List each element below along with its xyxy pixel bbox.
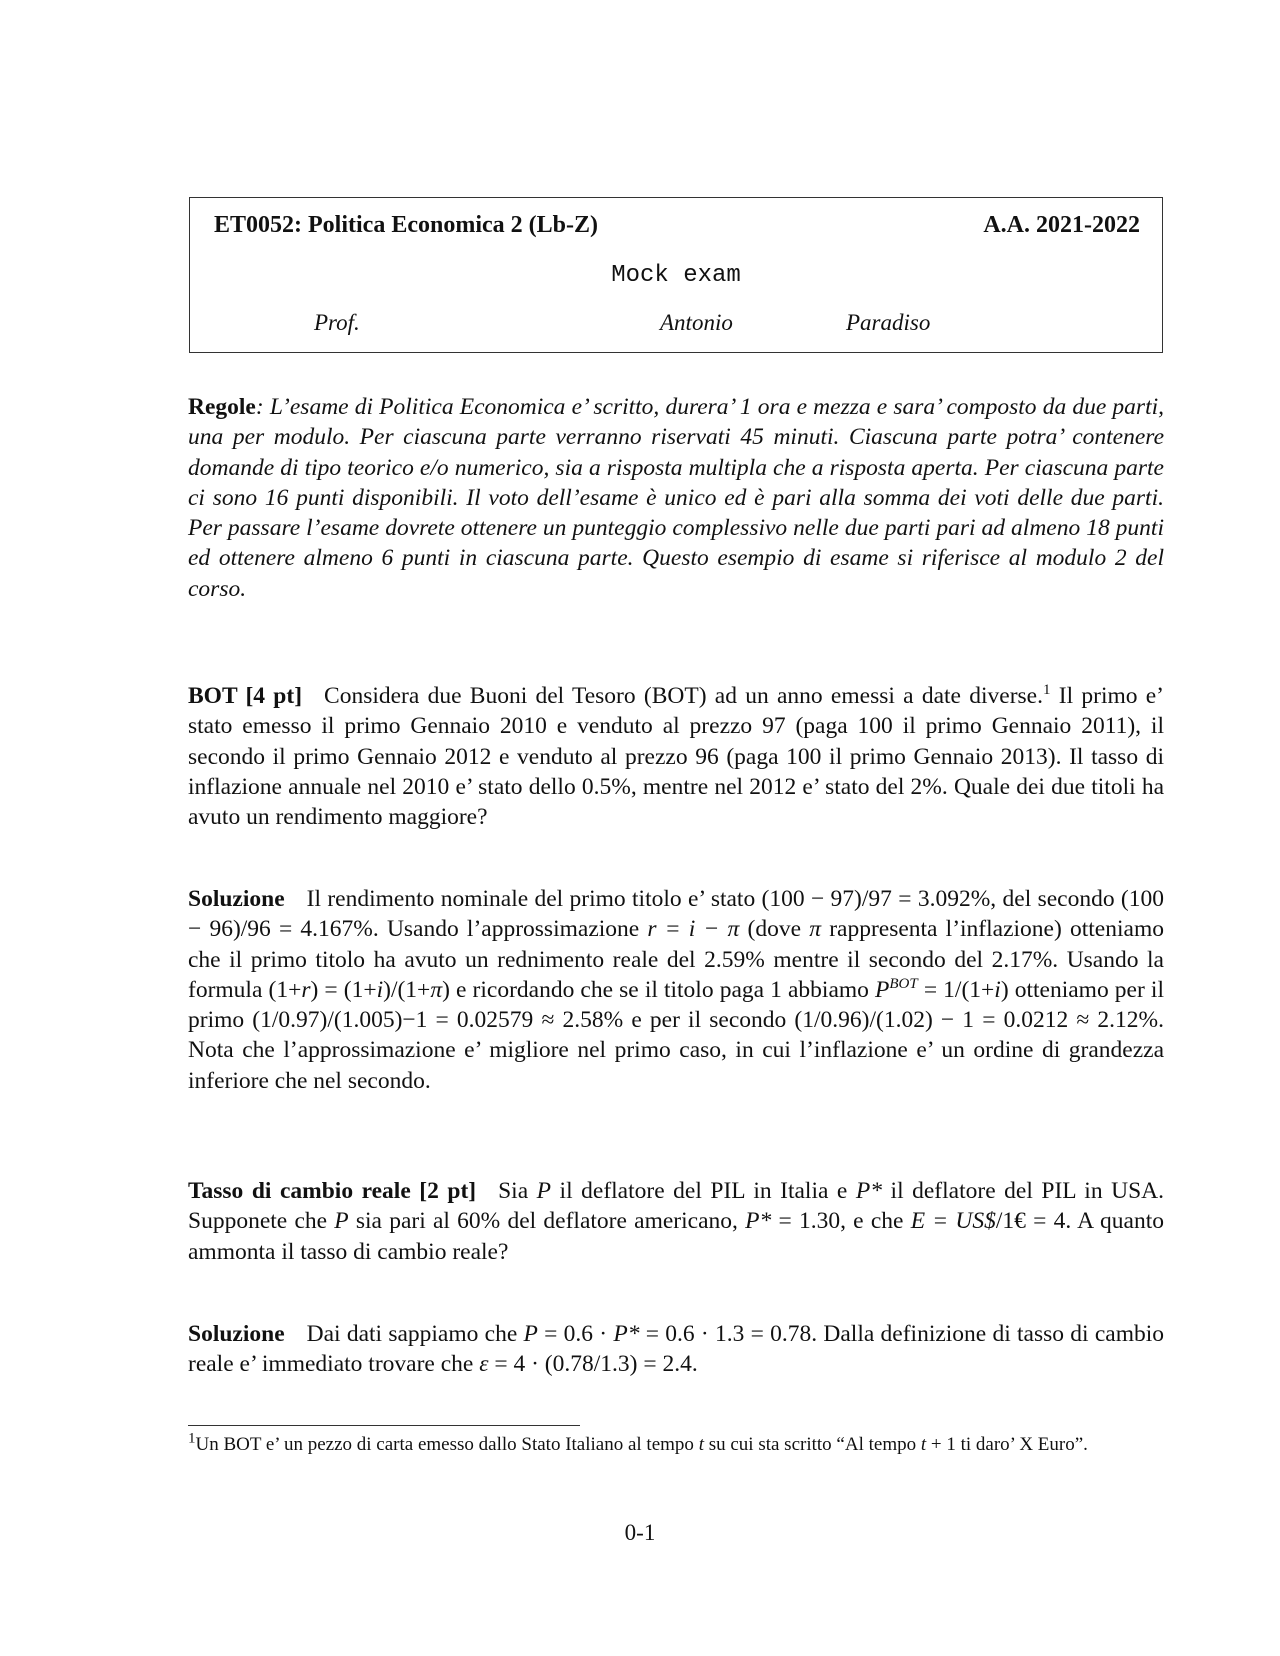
question-bot-text-continued: Il primo e’ stato emesso il primo Gennaio 2010 e venduto al prezzo 97 (paga 100 il primo Gennaio 2011), il secondo il primo Gennaio 2012 e venduto al prezzo 96 (paga 100 il primo Gennaio 2013). Il tasso di inflazione annuale nel 2010 e’ stato dello 0.5%, mentre nel 2012 e’ stato del 2%. Quale dei due titoli ha avuto un rendimento maggiore? [188, 683, 1165, 831]
solution-text: = 4 · (0.78/1.3) = 2.4. [488, 1351, 698, 1378]
math-expression: P [536, 1178, 552, 1204]
math-expression: r = i − π [647, 916, 740, 943]
question-text: il deflatore del PIL in Italia e [551, 1178, 856, 1204]
math-expression: t [920, 1434, 927, 1455]
question-real-exchange-rate [188, 1176, 1164, 1267]
question-text: /1€ = 4. A quanto ammonta il tasso di cambio reale? [188, 1208, 1165, 1265]
solution-text: (dove [739, 916, 810, 943]
math-expression: ε [479, 1351, 489, 1378]
question-bot [188, 681, 1164, 832]
rules-text: : L’esame di Politica Economica e’ scritto, durera’ 1 ora e mezza e sara’ composto da due parti, una per modulo. Per ciascuna parte verranno riservati 45 minuti. Ciascuna parte potra’ contenere domande di tipo teorico e/o numerico, sia a risposta multipla che a risposta aperta. Per ciascuna parte ci sono 16 punti disponibili. Il voto dell’esame è unico ed è pari alla somma dei voti delle due parti. Per passare l’esame dovrete ottenere un punteggio complessivo nelle due parti pari ad almeno 18 punti ed ottenere almeno 6 punti in ciascuna parte. Questo esempio di esame si riferisce al modulo 2 del corso. [188, 394, 1164, 602]
solution-text: ) = (1+ [310, 976, 377, 1003]
math-expression: P [334, 1208, 349, 1235]
solution-bot-title: Soluzione [188, 886, 285, 912]
footnote-reference: 1 [1042, 682, 1051, 699]
solution-text: = 0.6 · 1.3 = 0.78. Dalla definizione di tasso di cambio reale e’ immediato trovare che [188, 1321, 1164, 1378]
math-expression: E = US$ [910, 1208, 996, 1235]
math-expression: t [698, 1434, 704, 1455]
solution-text: ) otteniamo per il primo (1/0.97)/(1.005)−1 = 0.02579 ≈ 2.58% e per il secondo (1/0.96)/(1.02) − 1 = 0.0212 ≈ 2.12%. Nota che l’approssimazione e’ migliore nel primo caso, in cui l’inflazione e’ un ordine di grandezza inferiore che nel secondo. [188, 976, 1164, 1094]
math-expression: π [430, 976, 443, 1003]
footnote-divider [188, 1425, 580, 1426]
math-superscript: BOT [889, 976, 918, 993]
question-text: sia pari al 60% del deflatore americano, [348, 1208, 746, 1235]
solution-text: rappresenta l’inflazione) otteniamo che il primo titolo ha avuto un rednimento reale del 2.59% mentre il secondo del 2.17%. Usando la formula (1+ [188, 916, 1164, 1003]
footnote-marker: 1 [188, 1430, 196, 1447]
solution-text: = 1/(1+ [917, 976, 995, 1003]
solution-text: )/(1+ [383, 976, 431, 1003]
footnote-text: Un BOT e’ un pezzo di carta emesso dallo Stato Italiano al tempo [195, 1434, 699, 1455]
solution-text: Dai dati sappiamo che [306, 1321, 524, 1347]
solution-text: Il rendimento nominale del primo titolo e’ stato (100 − 97)/97 = 3.092%, del secondo (100 − 96)/96 = 4.167%. Usando l’approssimazione [188, 886, 1164, 943]
question-bot-text: Considera due Buoni del Tesoro (BOT) ad un anno emessi a date diverse. [324, 683, 1043, 709]
math-expression: P* [745, 1208, 772, 1235]
math-expression: P [875, 976, 890, 1003]
math-expression: P* [855, 1178, 883, 1204]
exam-title: Mock exam [611, 262, 741, 289]
solution-text: ) e ricordando che se il titolo paga 1 abbiamo [442, 976, 876, 1003]
question-bot-title: BOT [4 pt] [188, 683, 303, 709]
rules-label: Regole [188, 394, 256, 420]
solution-exchange-title: Soluzione [188, 1321, 285, 1347]
professor-first-name: Antonio [660, 310, 733, 335]
exam-header-box [189, 197, 1163, 353]
footnote [188, 1432, 1164, 1457]
math-expression: r [301, 976, 311, 1003]
professor-label: Prof. [314, 310, 360, 335]
footnote-text: + 1 ti daro’ X Euro”. [926, 1434, 1088, 1455]
page-number: 0-1 [624, 1520, 656, 1545]
question-text: = 1.30, e che [771, 1208, 911, 1235]
course-code: ET0052: Politica Economica 2 (Lb-Z) [214, 212, 598, 238]
math-expression: i [376, 976, 384, 1003]
question-exchange-title: Tasso di cambio reale [2 pt] [188, 1178, 477, 1204]
solution-text: = 0.6 · [537, 1321, 614, 1347]
footnote-text: su cui sta scritto “Al tempo [703, 1434, 921, 1455]
question-text: il deflatore del PIL in USA. Supponete che [188, 1178, 1165, 1235]
rules-paragraph [188, 392, 1164, 604]
professor-last-name: Paradiso [846, 310, 931, 335]
math-expression: π [809, 916, 821, 943]
math-expression: P [523, 1321, 538, 1347]
question-text: Sia [498, 1178, 537, 1204]
solution-real-exchange-rate [188, 1319, 1164, 1380]
math-expression: P* [613, 1321, 640, 1347]
solution-bot [188, 884, 1164, 1096]
math-expression: i [994, 976, 1001, 1003]
academic-year: A.A. 2021-2022 [983, 212, 1140, 238]
